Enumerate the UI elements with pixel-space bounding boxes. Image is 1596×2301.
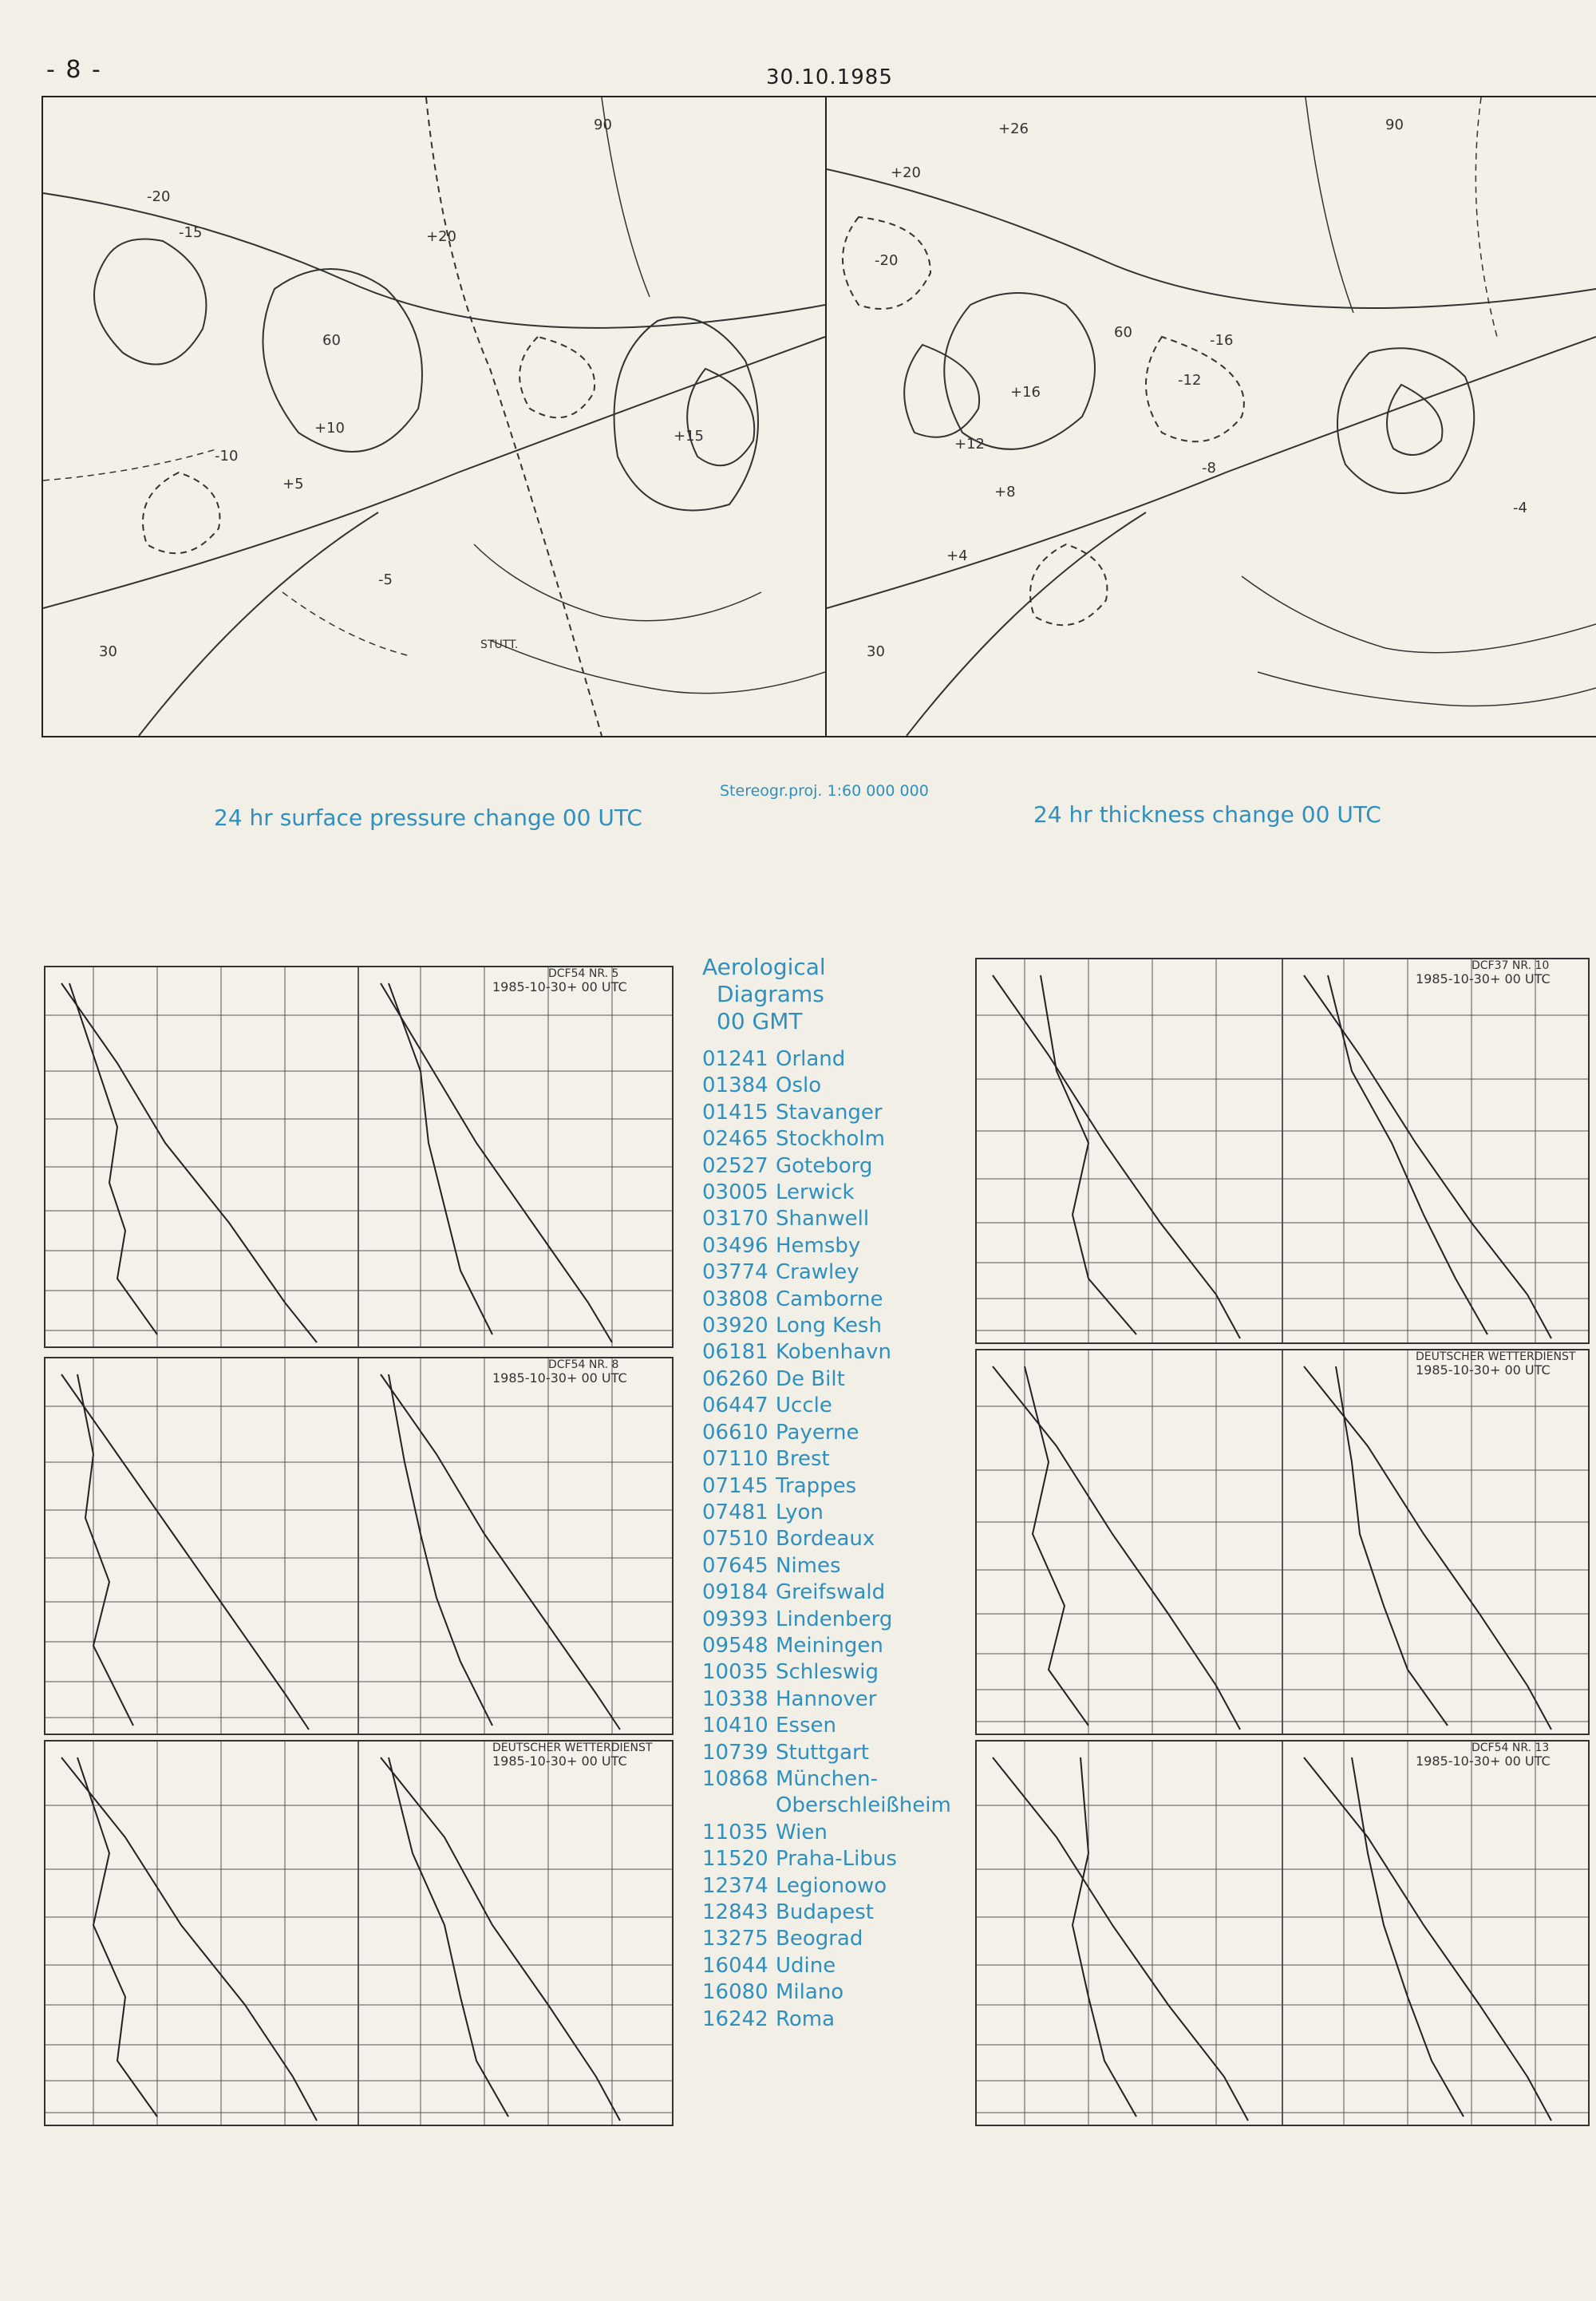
panel-title-line: Diagrams bbox=[717, 981, 824, 1007]
aerological-diagram bbox=[975, 1740, 1590, 2126]
aerological-diagram-plot bbox=[45, 1358, 672, 1734]
station-row bbox=[702, 1953, 966, 1979]
station-row bbox=[702, 1553, 966, 1579]
map-label: -15 bbox=[179, 224, 203, 241]
station-code bbox=[702, 1793, 776, 1819]
station-code: 11520 bbox=[702, 1847, 768, 1872]
station-name: Oberschleißheim bbox=[776, 1793, 951, 1818]
station-name: Praha-Libus bbox=[776, 1847, 897, 1872]
station-row bbox=[702, 1313, 966, 1339]
station-row bbox=[702, 1659, 966, 1686]
station-name: Kobenhavn bbox=[776, 1340, 891, 1365]
map-label: +10 bbox=[314, 420, 345, 437]
panel-title bbox=[702, 954, 966, 1035]
station-name: Hemsby bbox=[776, 1233, 861, 1258]
station-name: Lindenberg bbox=[776, 1607, 893, 1631]
station-row bbox=[702, 1526, 966, 1552]
station-name: Goteborg bbox=[776, 1153, 873, 1178]
station-name: Nimes bbox=[776, 1553, 841, 1578]
station-name: Udine bbox=[776, 1953, 836, 1978]
map-label: -16 bbox=[1210, 332, 1234, 349]
station-row bbox=[702, 1766, 966, 1793]
map-label: -4 bbox=[1513, 500, 1527, 516]
projection-note: Stereogr.proj. 1:60 000 000 bbox=[720, 782, 929, 800]
aerological-diagram-plot bbox=[977, 959, 1588, 1342]
map-label: +20 bbox=[426, 228, 456, 245]
station-row bbox=[702, 1900, 966, 1926]
aerological-diagram bbox=[44, 1740, 674, 2126]
station-name: De Bilt bbox=[776, 1366, 845, 1391]
station-code: 02527 bbox=[702, 1153, 768, 1178]
station-row bbox=[702, 1420, 966, 1446]
station-row bbox=[702, 1233, 966, 1259]
station-row bbox=[702, 1259, 966, 1286]
station-code: 03170 bbox=[702, 1207, 768, 1232]
station-code: 12374 bbox=[702, 1873, 768, 1898]
station-code: 06260 bbox=[702, 1366, 768, 1391]
station-row bbox=[702, 1180, 966, 1206]
diagram-header: 1985-10-30+ 00 UTC bbox=[1416, 1753, 1551, 1769]
station-name: Budapest bbox=[776, 1900, 874, 1924]
map-label: +8 bbox=[994, 484, 1016, 500]
map-label: -8 bbox=[1202, 460, 1216, 476]
page-date: 30.10.1985 bbox=[766, 65, 893, 89]
station-name: Milano bbox=[776, 1980, 844, 2005]
station-name: Essen bbox=[776, 1714, 836, 1738]
map-label: 60 bbox=[322, 332, 341, 349]
station-name: Shanwell bbox=[776, 1207, 870, 1232]
station-code: 03005 bbox=[702, 1180, 768, 1205]
station-name: Stockholm bbox=[776, 1127, 885, 1152]
station-name: Legionowo bbox=[776, 1873, 887, 1898]
map-label: +20 bbox=[891, 164, 921, 181]
station-code: 06447 bbox=[702, 1394, 768, 1418]
station-row bbox=[702, 1446, 966, 1473]
station-code: 11035 bbox=[702, 1820, 768, 1844]
station-code: 06610 bbox=[702, 1420, 768, 1445]
map-label: -5 bbox=[378, 571, 393, 588]
station-code: 01384 bbox=[702, 1073, 768, 1098]
diagram-header: 1985-10-30+ 00 UTC bbox=[1416, 971, 1551, 986]
diagram-id: DCF37 NR. 10 bbox=[1472, 959, 1550, 972]
panel-title-line: 00 GMT bbox=[717, 1008, 803, 1034]
station-row bbox=[702, 1740, 966, 1766]
station-name: Brest bbox=[776, 1447, 830, 1472]
station-row bbox=[702, 1206, 966, 1232]
aerological-diagram-plot bbox=[977, 1350, 1588, 1734]
station-list-panel bbox=[702, 954, 966, 2033]
diagram-id: DEUTSCHER WETTERDIENST bbox=[492, 1742, 653, 1754]
diagram-id: DEUTSCHER WETTERDIENST bbox=[1416, 1350, 1576, 1363]
station-code: 03774 bbox=[702, 1260, 768, 1285]
station-row bbox=[702, 2006, 966, 2033]
station-name: Trappes bbox=[776, 1473, 857, 1498]
station-row bbox=[702, 1607, 966, 1633]
station-code: 07110 bbox=[702, 1447, 768, 1472]
aerological-diagram bbox=[44, 966, 674, 1348]
station-name: Uccle bbox=[776, 1394, 832, 1418]
station-code: 06181 bbox=[702, 1340, 768, 1365]
diagram-id: DCF54 NR. 5 bbox=[548, 967, 619, 980]
diagram-header: 1985-10-30+ 00 UTC bbox=[492, 979, 627, 994]
thickness-change-map bbox=[825, 96, 1596, 737]
station-code: 09184 bbox=[702, 1580, 768, 1605]
station-row bbox=[702, 1873, 966, 1900]
map-label: 90 bbox=[1385, 117, 1404, 133]
station-code: 07481 bbox=[702, 1500, 768, 1524]
station-name: Beograd bbox=[776, 1927, 863, 1951]
station-name: Hannover bbox=[776, 1686, 877, 1711]
station-row bbox=[702, 1820, 966, 1846]
station-code: 10338 bbox=[702, 1686, 768, 1711]
aerological-diagram bbox=[975, 1349, 1590, 1735]
station-name: Payerne bbox=[776, 1420, 859, 1445]
station-row bbox=[702, 1500, 966, 1526]
station-row bbox=[702, 1793, 966, 1819]
surface-pressure-map bbox=[41, 96, 827, 737]
map-label: -12 bbox=[1178, 372, 1202, 389]
station-code: 03808 bbox=[702, 1287, 768, 1311]
station-code: 10410 bbox=[702, 1714, 768, 1738]
station-row bbox=[702, 1473, 966, 1500]
map-label: +12 bbox=[954, 436, 985, 453]
station-row bbox=[702, 1153, 966, 1180]
station-name: Camborne bbox=[776, 1287, 883, 1311]
aerological-diagram-plot bbox=[45, 967, 672, 1346]
map-label: +4 bbox=[946, 548, 968, 564]
station-code: 07510 bbox=[702, 1527, 768, 1552]
station-name: Roma bbox=[776, 2006, 836, 2031]
station-list bbox=[702, 1046, 966, 2033]
map-label: +16 bbox=[1010, 384, 1041, 401]
diagram-id: DCF54 NR. 8 bbox=[548, 1358, 619, 1371]
station-row bbox=[702, 1339, 966, 1366]
station-row bbox=[702, 1686, 966, 1713]
station-name: Stavanger bbox=[776, 1100, 883, 1125]
station-name: Wien bbox=[776, 1820, 828, 1844]
diagram-id: DCF54 NR. 13 bbox=[1472, 1742, 1550, 1754]
station-code: 12843 bbox=[702, 1900, 768, 1924]
station-code: 16242 bbox=[702, 2006, 768, 2031]
station-code: 03496 bbox=[702, 1233, 768, 1258]
station-code: 16080 bbox=[702, 1980, 768, 2005]
station-row bbox=[702, 1073, 966, 1099]
station-code: 13275 bbox=[702, 1927, 768, 1951]
map-label: -10 bbox=[215, 448, 239, 465]
surface-pressure-caption: 24 hr surface pressure change 00 UTC bbox=[214, 805, 642, 831]
station-code: 09393 bbox=[702, 1607, 768, 1631]
station-code: 02465 bbox=[702, 1127, 768, 1152]
map-label: STUTT. bbox=[480, 639, 519, 651]
page-number: - 8 - bbox=[46, 56, 102, 84]
station-code: 07645 bbox=[702, 1553, 768, 1578]
station-row bbox=[702, 1100, 966, 1126]
station-name: München- bbox=[776, 1766, 879, 1791]
station-name: Lerwick bbox=[776, 1180, 855, 1205]
station-row bbox=[702, 1046, 966, 1073]
map-label: 30 bbox=[99, 643, 117, 660]
station-code: 03920 bbox=[702, 1314, 768, 1338]
station-name: Long Kesh bbox=[776, 1314, 882, 1338]
aerological-diagram bbox=[975, 958, 1590, 1344]
station-code: 09548 bbox=[702, 1633, 768, 1658]
station-name: Bordeaux bbox=[776, 1527, 875, 1552]
station-code: 01241 bbox=[702, 1047, 768, 1071]
map-label: 30 bbox=[867, 643, 885, 660]
station-name: Schleswig bbox=[776, 1660, 879, 1685]
map-label: 90 bbox=[594, 117, 612, 133]
diagram-header: 1985-10-30+ 00 UTC bbox=[492, 1753, 627, 1769]
station-name: Meiningen bbox=[776, 1633, 883, 1658]
thickness-caption: 24 hr thickness change 00 UTC bbox=[1033, 801, 1381, 828]
station-row bbox=[702, 1979, 966, 2006]
station-name: Crawley bbox=[776, 1260, 859, 1285]
station-name: Greifswald bbox=[776, 1580, 886, 1605]
station-name: Orland bbox=[776, 1047, 846, 1071]
station-code: 10868 bbox=[702, 1766, 768, 1791]
station-row bbox=[702, 1633, 966, 1659]
diagram-header: 1985-10-30+ 00 UTC bbox=[1416, 1362, 1551, 1378]
station-code: 01415 bbox=[702, 1100, 768, 1125]
station-row bbox=[702, 1846, 966, 1872]
station-row bbox=[702, 1287, 966, 1313]
station-name: Stuttgart bbox=[776, 1740, 869, 1765]
map-label: +15 bbox=[674, 428, 704, 445]
aerological-diagram bbox=[44, 1357, 674, 1735]
map-label: -20 bbox=[147, 188, 171, 205]
aerological-diagram-plot bbox=[977, 1742, 1588, 2125]
map-label: -20 bbox=[875, 252, 899, 269]
station-row bbox=[702, 1926, 966, 1952]
diagram-header: 1985-10-30+ 00 UTC bbox=[492, 1370, 627, 1386]
station-row bbox=[702, 1713, 966, 1739]
aerological-diagram-plot bbox=[45, 1742, 672, 2125]
station-row bbox=[702, 1393, 966, 1419]
station-name: Oslo bbox=[776, 1073, 822, 1098]
thickness-change-map-drawing bbox=[827, 97, 1596, 736]
station-code: 07145 bbox=[702, 1473, 768, 1498]
station-row bbox=[702, 1579, 966, 1606]
station-name: Lyon bbox=[776, 1500, 824, 1524]
station-code: 10739 bbox=[702, 1740, 768, 1765]
map-label: +26 bbox=[998, 121, 1029, 137]
station-row bbox=[702, 1126, 966, 1152]
station-row bbox=[702, 1366, 966, 1393]
station-code: 10035 bbox=[702, 1660, 768, 1685]
map-label: 60 bbox=[1114, 324, 1132, 341]
panel-title-line: Aerological bbox=[702, 954, 826, 980]
map-label: +5 bbox=[282, 476, 304, 492]
surface-pressure-map-drawing bbox=[43, 97, 825, 736]
station-code: 16044 bbox=[702, 1953, 768, 1978]
